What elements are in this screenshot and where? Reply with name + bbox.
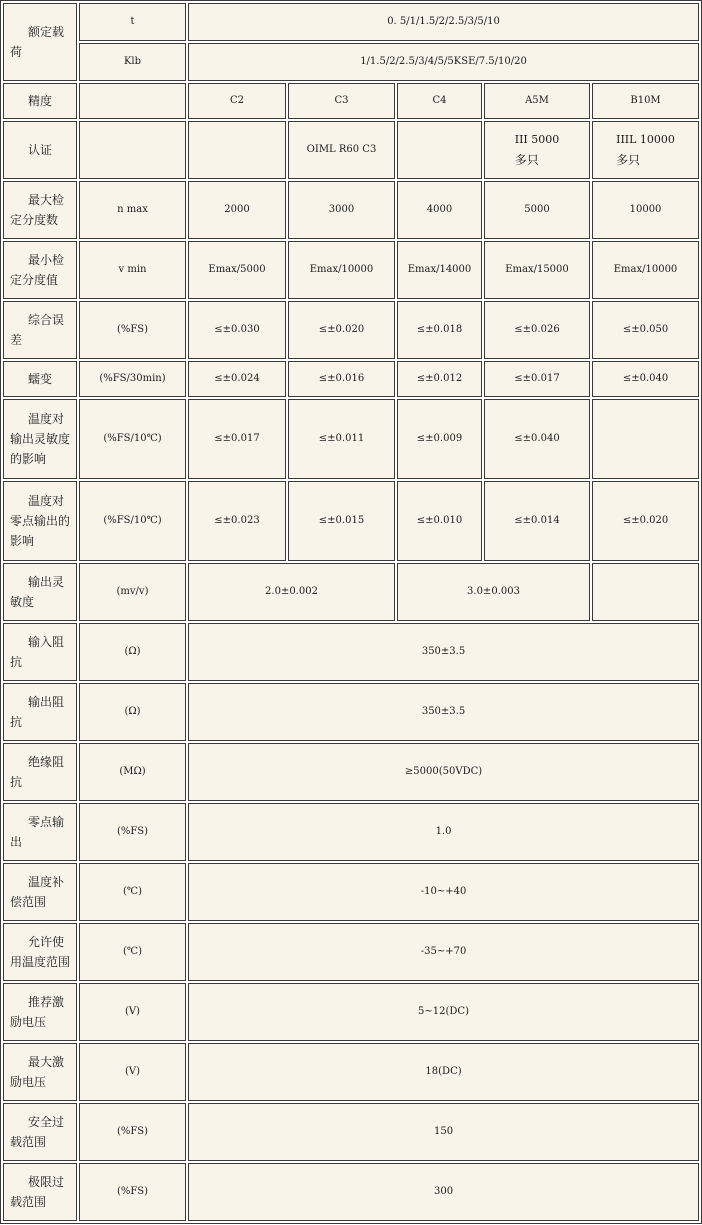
sensitivity-label: 输出灵 敏度 — [3, 563, 77, 621]
nmax-unit: n max — [79, 181, 186, 239]
sensitivity-value-c2-c3: 2.0±0.002 — [188, 563, 395, 621]
nmax-c4: 4000 — [397, 181, 482, 239]
temp-zero-row — [3, 481, 699, 561]
recommended-excitation-unit: (V) — [79, 983, 186, 1041]
temp-zero-unit: (%FS/10℃) — [79, 481, 186, 561]
combined-error-c2: ≤±0.030 — [188, 301, 286, 359]
vmin-c3: Emax/10000 — [288, 241, 395, 299]
sensitivity-unit: (mv/v) — [79, 563, 186, 621]
cert-a5m-line2: 多只 — [514, 152, 539, 167]
temp-zero-b10m: ≤±0.020 — [592, 481, 699, 561]
output-resistance-row — [3, 683, 699, 741]
temp-span-a5m: ≤±0.040 — [484, 399, 590, 479]
temp-zero-c2: ≤±0.023 — [188, 481, 286, 561]
output-resistance-label: 输出阻 抗 — [3, 683, 77, 741]
input-resistance-row — [3, 623, 699, 681]
certification-unit — [79, 121, 186, 179]
insulation-resistance-row — [3, 743, 699, 801]
accuracy-b10m: B10M — [592, 83, 699, 119]
insulation-resistance-unit: (MΩ) — [79, 743, 186, 801]
temp-zero-c4: ≤±0.010 — [397, 481, 482, 561]
rated-load-value-t: 0. 5/1/1.5/2/2.5/3/5/10 — [188, 3, 699, 41]
combined-error-a5m: ≤±0.026 — [484, 301, 590, 359]
temp-span-c2: ≤±0.017 — [188, 399, 286, 479]
temp-span-c3: ≤±0.011 — [288, 399, 395, 479]
zero-output-label: 零点输 出 — [3, 803, 77, 861]
max-excitation-row — [3, 1043, 699, 1101]
vmin-b10m: Emax/10000 — [592, 241, 699, 299]
safe-overload-unit: (%FS) — [79, 1103, 186, 1161]
vmin-a5m: Emax/15000 — [484, 241, 590, 299]
creep-c3: ≤±0.016 — [288, 361, 395, 397]
certification-row — [3, 121, 699, 179]
combined-error-row — [3, 301, 699, 359]
accuracy-row — [3, 83, 699, 119]
safe-overload-value: 150 — [188, 1103, 699, 1161]
sensitivity-value-c4-a5m: 3.0±0.003 — [397, 563, 590, 621]
max-excitation-unit: (V) — [79, 1043, 186, 1101]
recommended-excitation-value: 5~12(DC) — [188, 983, 699, 1041]
operating-temp-row — [3, 923, 699, 981]
nmax-label: 最大检 定分度数 — [3, 181, 77, 239]
certification-c3: OIML R60 C3 — [288, 121, 395, 179]
operating-temp-value: -35~+70 — [188, 923, 699, 981]
vmin-unit: v min — [79, 241, 186, 299]
combined-error-b10m: ≤±0.050 — [592, 301, 699, 359]
nmax-c2: 2000 — [188, 181, 286, 239]
certification-a5m — [484, 121, 590, 179]
creep-c4: ≤±0.012 — [397, 361, 482, 397]
certification-b10m — [592, 121, 699, 179]
nmax-row — [3, 181, 699, 239]
rated-load-row-klb — [3, 43, 699, 80]
rated-load-unit-klb: Klb — [79, 43, 186, 80]
certification-label: 认证 — [3, 121, 77, 179]
certification-c4 — [397, 121, 482, 179]
combined-error-unit: (%FS) — [79, 301, 186, 359]
temp-zero-a5m: ≤±0.014 — [484, 481, 590, 561]
accuracy-c2: C2 — [188, 83, 286, 119]
zero-output-unit: (%FS) — [79, 803, 186, 861]
safe-overload-label: 安全过 载范围 — [3, 1103, 77, 1161]
rated-load-unit-t: t — [79, 3, 186, 41]
max-excitation-value: 18(DC) — [188, 1043, 699, 1101]
cert-b10m-line1: IIIL 10000 — [616, 132, 675, 146]
output-resistance-unit: (Ω) — [79, 683, 186, 741]
input-resistance-unit: (Ω) — [79, 623, 186, 681]
cert-a5m-line1: III 5000 — [514, 132, 560, 146]
vmin-row — [3, 241, 699, 299]
temp-compensation-unit: (℃) — [79, 863, 186, 921]
combined-error-label: 综合误 差 — [3, 301, 77, 359]
nmax-c3: 3000 — [288, 181, 395, 239]
zero-output-row — [3, 803, 699, 861]
sensitivity-value-b10m — [592, 563, 699, 621]
cert-b10m-line2: 多只 — [616, 152, 641, 167]
rated-load-value-klb: 1/1.5/2/2.5/3/4/5/5KSE/7.5/10/20 — [188, 43, 699, 80]
temp-span-c4: ≤±0.009 — [397, 399, 482, 479]
temp-compensation-row — [3, 863, 699, 921]
ultimate-overload-unit: (%FS) — [79, 1163, 186, 1221]
creep-c2: ≤±0.024 — [188, 361, 286, 397]
combined-error-c4: ≤±0.018 — [397, 301, 482, 359]
ultimate-overload-value: 300 — [188, 1163, 699, 1221]
input-resistance-label: 输入阻 抗 — [3, 623, 77, 681]
ultimate-overload-label: 极限过 载范围 — [3, 1163, 77, 1221]
temp-zero-c3: ≤±0.015 — [288, 481, 395, 561]
output-resistance-value: 350±3.5 — [188, 683, 699, 741]
vmin-c2: Emax/5000 — [188, 241, 286, 299]
accuracy-a5m: A5M — [484, 83, 590, 119]
creep-a5m: ≤±0.017 — [484, 361, 590, 397]
creep-row — [3, 361, 699, 397]
nmax-a5m: 5000 — [484, 181, 590, 239]
certification-c2 — [188, 121, 286, 179]
insulation-resistance-label: 绝缘阻 抗 — [3, 743, 77, 801]
temp-zero-label: 温度对 零点输出的 影响 — [3, 481, 77, 561]
combined-error-c3: ≤±0.020 — [288, 301, 395, 359]
rated-load-row-t — [3, 3, 699, 41]
accuracy-c3: C3 — [288, 83, 395, 119]
creep-b10m: ≤±0.040 — [592, 361, 699, 397]
input-resistance-value: 350±3.5 — [188, 623, 699, 681]
operating-temp-unit: (℃) — [79, 923, 186, 981]
zero-output-value: 1.0 — [188, 803, 699, 861]
accuracy-c4: C4 — [397, 83, 482, 119]
recommended-excitation-label: 推荐激 励电压 — [3, 983, 77, 1041]
nmax-b10m: 10000 — [592, 181, 699, 239]
rated-load-label: 额定载 荷 — [3, 3, 77, 81]
max-excitation-label: 最大激 励电压 — [3, 1043, 77, 1101]
accuracy-label: 精度 — [3, 83, 77, 119]
vmin-label: 最小检 定分度值 — [3, 241, 77, 299]
temp-span-row — [3, 399, 699, 479]
temp-span-label: 温度对 输出灵敏度 的影响 — [3, 399, 77, 479]
operating-temp-label: 允许使 用温度范围 — [3, 923, 77, 981]
ultimate-overload-row — [3, 1163, 699, 1221]
creep-label: 蠕变 — [3, 361, 77, 397]
accuracy-unit — [79, 83, 186, 119]
recommended-excitation-row — [3, 983, 699, 1041]
creep-unit: (%FS/30min) — [79, 361, 186, 397]
temp-span-unit: (%FS/10℃) — [79, 399, 186, 479]
temp-compensation-label: 温度补 偿范围 — [3, 863, 77, 921]
temp-compensation-value: -10~+40 — [188, 863, 699, 921]
temp-span-b10m — [592, 399, 699, 479]
sensitivity-row — [3, 563, 699, 621]
insulation-resistance-value: ≥5000(50VDC) — [188, 743, 699, 801]
vmin-c4: Emax/14000 — [397, 241, 482, 299]
safe-overload-row — [3, 1103, 699, 1161]
